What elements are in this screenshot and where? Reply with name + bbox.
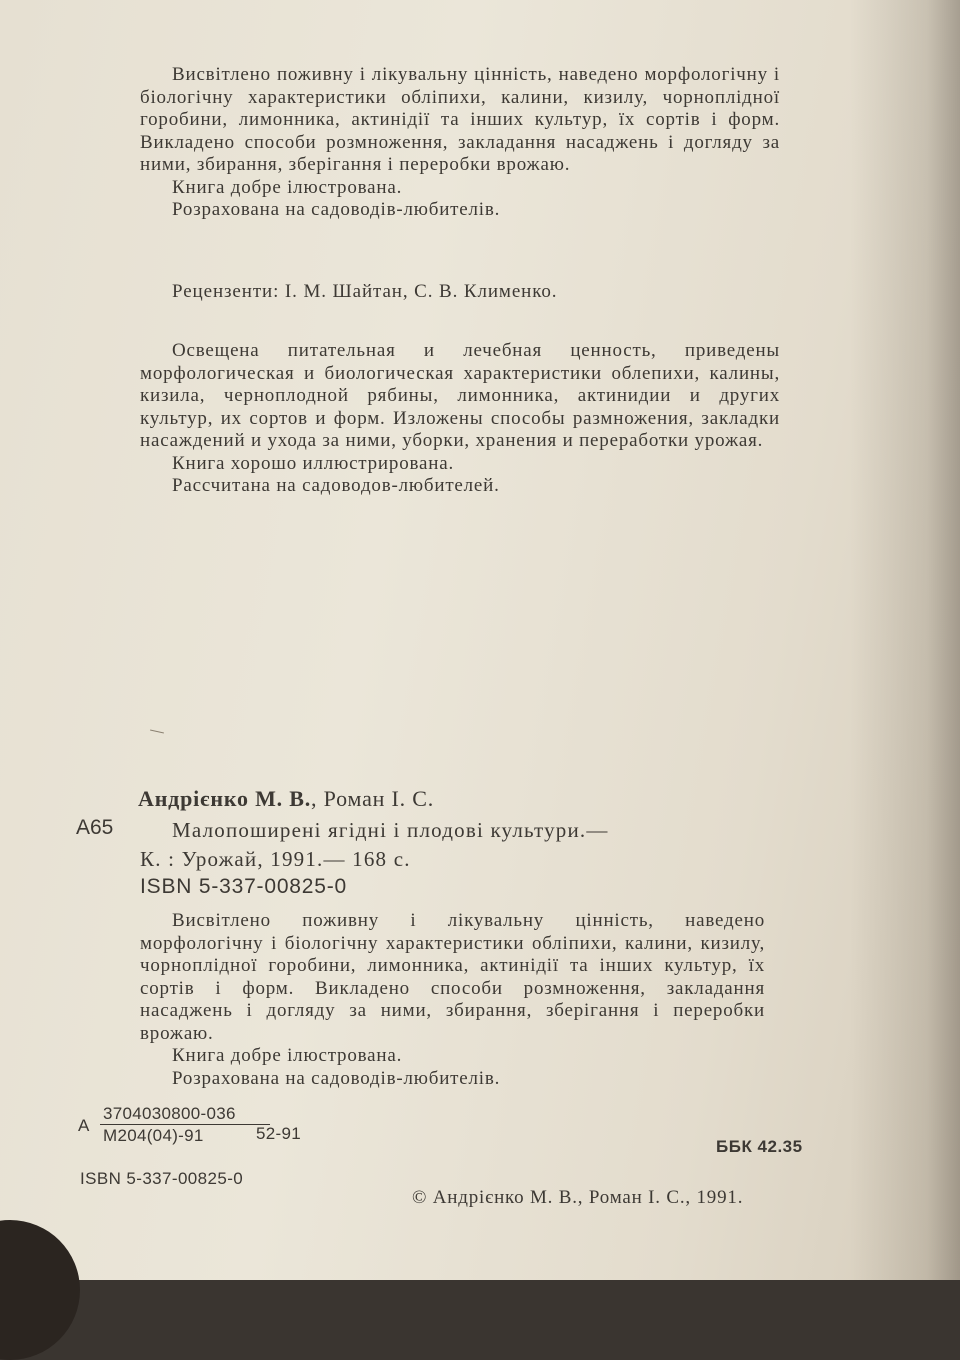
catalog-author-secondary: , Роман І. С.: [311, 786, 435, 811]
catalog-authors: [138, 786, 434, 812]
publishing-code-denominator: М204(04)-91: [103, 1126, 204, 1145]
page-edge-shadow: [850, 0, 960, 1280]
catalog-index: А65: [76, 816, 114, 839]
ua-annotation-audience: Розрахована на садоводів-любителів.: [172, 199, 501, 220]
catalog-annotation-main: Висвітлено поживну і лікувальну цінність, наведено морфологічну і біологічну характеристики обліпихи, калини, кизилу, чорноплідної горобини, лимонника, актинідії та інших культур, їх сортів і форм. Викладено способи розмноження, закладання насаджень і догляду за ними, збирання, зберігання і переробки врожаю.: [140, 910, 765, 1044]
copyright-line: © Андрієнко М. В., Роман І. С., 1991.: [412, 1187, 744, 1208]
russian-annotation: [140, 340, 780, 498]
catalog-annotation: [140, 910, 765, 1090]
catalog-annotation-audience: Розрахована на садоводів-любителів.: [172, 1067, 501, 1089]
publishing-code-numerator: 3704030800-036: [103, 1104, 236, 1123]
ua-annotation-main: Висвітлено поживну і лікувальну цінність, наведено морфологічну і біологічну характеристики обліпихи, калини, кизилу, чорноплідної горобини, лимонника, актинідії та інших культур, їх сортів і форм. Викладено способи розмноження, закладання насаджень і догляду за ними, збирання, зберігання і переробки врожаю.: [140, 64, 780, 175]
ru-annotation-illustrated: Книга хорошо иллюстрирована.: [172, 452, 455, 474]
catalog-title-line1: Малопоширені ягідні і плодові культури.—: [172, 818, 609, 842]
catalog-author-primary: Андрієнко М. В.: [138, 786, 312, 811]
isbn-bottom: ISBN 5-337-00825-0: [80, 1169, 244, 1188]
ru-annotation-main: Освещена питательная и лечебная ценность, приведены морфологическая и биологическая характеристики облепихи, калины, кизила, черноплодной рябины, лимонника, актинидии и других культур, их сортов и форм. Изложены способы размножения, закладки насаждений и ухода за ними, уборки, хранения и переработки урожая.: [140, 340, 780, 451]
ua-annotation-illustrated: Книга добре ілюстрована.: [172, 176, 403, 198]
publishing-code-suffix: 52-91: [256, 1124, 301, 1143]
publishing-code-fraction-rule: [100, 1124, 270, 1125]
publishing-code-letter: А: [78, 1116, 90, 1135]
stray-mark: [150, 730, 164, 734]
ukrainian-annotation: [140, 64, 780, 222]
catalog-isbn: ISBN 5-337-00825-0: [140, 875, 348, 898]
ru-annotation-audience: Рассчитана на садоводов-любителей.: [172, 475, 500, 496]
catalog-title-line2: К. : Урожай, 1991.— 168 с.: [140, 847, 411, 871]
bbk-code: ББК 42.35: [716, 1137, 803, 1156]
finger-corner: [0, 1220, 80, 1360]
reviewers-line: Рецензенти: І. М. Шайтан, С. В. Клименко.: [172, 281, 558, 302]
catalog-annotation-illustrated: Книга добре ілюстрована.: [172, 1045, 403, 1066]
catalog-title: [140, 816, 765, 874]
